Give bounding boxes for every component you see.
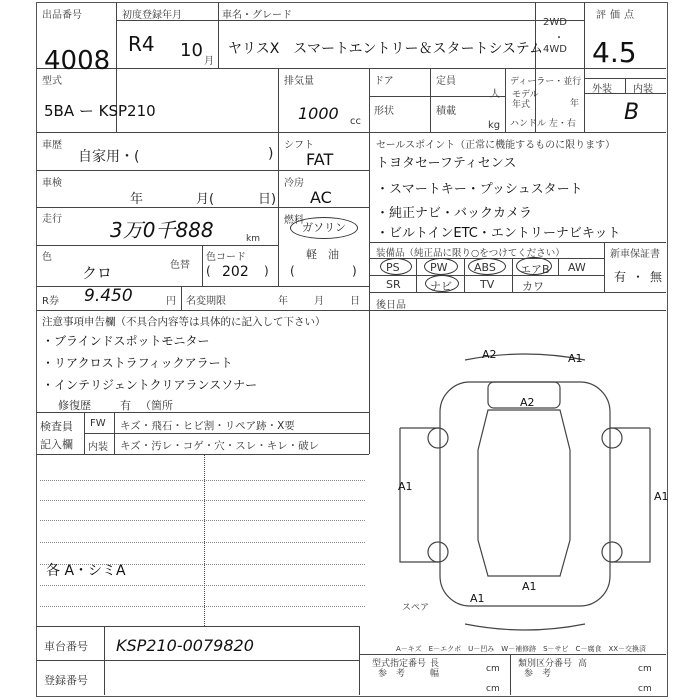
fuel-paren-open: ( [290,264,295,278]
dim-height: 高 [578,659,588,669]
memo-line [40,480,365,481]
nameplate-day: 日 [350,296,360,307]
notes-line: ・リアクロストラフィックアラート [42,356,233,370]
displacement-label: 排気量 [284,76,314,87]
damage-mark: A1 [522,580,537,593]
damage-mark: A1 [654,490,669,503]
model-label: 車名・グレード [222,10,292,21]
reg-label: 登録番号 [44,674,88,687]
wheel [602,428,622,448]
notes-line: ・インテリジェントクリアランスソナー [42,378,258,392]
equipment-label: 装備品（純正品に限り○をつけてください） [376,248,565,259]
divider [36,207,369,208]
load-label: 積載 [436,106,456,117]
dealer-label: ディーラー・並行 [510,77,582,87]
damage-mark: A1 [398,480,413,493]
inspection-year: 年 [130,192,144,207]
shift-label: シフト [284,140,314,151]
divider [369,96,505,97]
warranty-yes: 有 [614,270,627,284]
fuel-paren-close: ) [352,264,357,278]
fuel-label: 燃料 [284,215,304,226]
inspector-label: 検査員 [40,420,73,433]
score-label: 評価点 [596,10,638,21]
equipped-circle [468,258,506,275]
divider [278,68,279,132]
notes-label: 注意事項申告欄（不具合内容等は具体的に記入して下さい） [42,316,326,328]
divider [604,242,605,292]
color-code-paren-close: ) [264,264,269,278]
divider [116,20,584,21]
memo-line [40,500,365,501]
first-reg-label: 初度登録年月 [122,10,182,21]
divider [369,292,666,293]
delivery-label: 後日品 [376,300,406,311]
color-label: 色 [42,252,52,263]
category-label: 類別区分番号 [518,659,573,669]
fuel-gasoline-text: ガソリン [302,221,346,234]
recycle-label: R券 [42,296,59,307]
equipped-circle [380,258,412,275]
reg-month: 10 [180,40,203,61]
mileage-label: 走行 [42,214,62,225]
divider [36,245,278,246]
divider [535,2,536,132]
inspector-handwritten: 各 A・シミA [46,563,126,579]
model-year-label: モデル年式 [512,90,539,110]
inspector-fw: FW [90,418,106,429]
displacement-value: 1000 [298,104,339,123]
divider [558,258,559,275]
aircon-label: 冷房 [284,178,304,189]
reg-month-unit: 月 [204,56,214,67]
equipment-item: カワ [522,280,544,293]
divider [36,132,666,133]
rear-bumper [465,624,585,630]
capacity-unit: 人 [490,89,500,100]
model-spec-label: 型式指定番号 [372,659,427,669]
mileage-unit: km [246,234,260,244]
capacity-label: 定員 [436,76,456,87]
wheel [428,428,448,448]
drive-2wd: 2WD [543,17,567,28]
equipment-item: PS [386,261,400,274]
divider [36,310,666,311]
dim-cm: cm [638,664,652,674]
warranty-sep: ・ [632,270,645,284]
dim-width: 幅 [430,669,440,679]
warranty-no: 無 [650,270,663,284]
divider [369,275,604,276]
equipped-circle [425,275,459,292]
history-value: 自家用・( [78,149,140,165]
dim-length: 長 [430,659,440,669]
equipped-circle [424,258,458,275]
memo-line [40,606,365,607]
divider [202,245,203,286]
aircon-value: AC [310,188,332,207]
divider [204,454,205,626]
inspector-fw-text: キズ・飛石・ヒビ割・リペア跡・X要 [120,420,295,432]
score-value: 4.5 [592,36,637,69]
divider [464,258,465,292]
warranty-label: 新車保証書 [610,249,660,260]
divider [36,660,359,661]
load-unit: kg [488,120,501,131]
nameplate-year: 年 [278,296,288,307]
lot-label: 出品番号 [42,10,82,21]
memo-line [40,585,365,586]
type-value: 5BA ー KSP210 [44,102,156,120]
door-label: ドア [374,76,394,87]
history-label: 車歴 [42,140,62,151]
divider [625,78,626,93]
damage-mark: A2 [520,396,535,409]
model-name: ヤリスX スマートエントリー＆スタートシステム [228,41,544,57]
divider [416,258,417,292]
chassis-label: 車台番号 [44,640,88,653]
divider [359,654,666,655]
left-side [400,428,440,562]
spare-label: スペア [402,603,430,613]
wheel [428,542,448,562]
drive-sep: ・ [554,33,564,44]
divider [36,412,369,413]
lot-number: 4008 [44,46,111,76]
interior-grade: B [624,100,640,125]
type-label: 型式 [42,76,62,87]
exterior-label: 外装 [592,84,612,95]
chassis-value: KSP210-0079820 [116,636,254,655]
interior-label: 内装 [633,84,653,95]
wheel [602,542,622,562]
divider [430,68,431,132]
sales-point-line: ・純正ナビ・バックカメラ [376,206,533,221]
inspector-nai-text: キズ・汚レ・コゲ・穴・スレ・キレ・破レ [120,440,320,452]
sales-point-line: ・ビルトインETC・エントリーナビキット [376,226,621,241]
dim-cm: cm [486,664,500,674]
repair-place: （箇所 [140,399,173,412]
color-change-label: 色替 [170,260,190,271]
color-code-value: 202 [222,264,249,280]
damage-mark: A2 [482,348,497,361]
recycle-value: 9.450 [84,286,133,306]
divider [36,626,359,627]
equipment-item: PW [430,261,448,274]
fuel-diesel: 軽 油 [306,248,339,261]
memo-line [40,542,365,543]
divider [218,2,219,68]
right-side [610,428,650,562]
mileage-value: 3万0千888 [110,218,214,242]
dim-cm: cm [486,684,500,694]
drive-4wd: 4WD [543,44,567,55]
divider [181,286,182,310]
diagram-legend: A－キズ E－エクボ U－凹み W－補修跡 S－サビ C－腐食 XX－交換済 [396,645,647,653]
inspection-day: 日) [258,192,277,207]
nameplate-month: 月 [314,296,324,307]
divider [512,258,513,292]
sales-point-line: ・スマートキー・プッシュスタート [376,182,583,197]
notes-line: ・ブラインドスポットモニター [42,334,210,348]
damage-mark: A1 [568,352,583,365]
divider [505,68,506,132]
model-spec-ref: 参 考 [378,669,406,679]
shift-value: FAT [306,150,334,169]
recycle-unit: 円 [166,296,176,307]
inspector-label: 記入欄 [40,438,73,451]
equipment-item: TV [480,278,495,291]
category-ref: 参 考 [524,669,552,679]
memo-line [40,520,365,521]
displacement-unit: cc [350,116,361,127]
color-code-paren-open: ( [206,264,211,278]
repair-value: 有 [120,399,131,412]
equipment-item: エアB [520,263,550,276]
divider [369,68,370,132]
damage-mark: A1 [470,592,485,605]
divider [36,68,666,69]
divider [36,170,369,171]
nameplate-label: 名変期限 [186,296,226,307]
fuel-gasoline [290,217,358,239]
dim-cm: cm [638,684,652,694]
divider [510,654,511,695]
sales-point-line: トヨタセーフティセンス [376,156,517,171]
inspection-month: 月( [196,192,215,207]
shape-label: 形状 [374,106,394,117]
divider [36,454,369,455]
equipment-item: ABS [474,261,496,274]
equipped-circle [516,257,552,275]
handle-label: ハンドル 左・右 [510,119,576,129]
divider [359,626,360,695]
sales-points-label: セールスポイント（正常に機能するものに限ります） [376,140,616,151]
equipment-item: SR [386,278,401,291]
damage-diagram [370,340,669,630]
history-close: ) [268,146,274,162]
car-roof [478,410,570,576]
repair-label: 修復歴 [58,399,91,412]
divider [584,2,585,132]
equipment-item: ナビ [430,280,452,293]
equipment-item: AW [568,261,586,274]
color-value: クロ [82,264,113,282]
reg-era: R4 [128,32,155,56]
inspection-label: 車検 [42,178,62,189]
color-code-label: 色コード [206,252,246,263]
divider [84,433,369,434]
car-outline [440,382,610,606]
model-year-unit: 年 [570,99,580,109]
divider [278,132,279,286]
inspector-nai: 内装 [88,442,108,453]
divider [369,242,666,243]
